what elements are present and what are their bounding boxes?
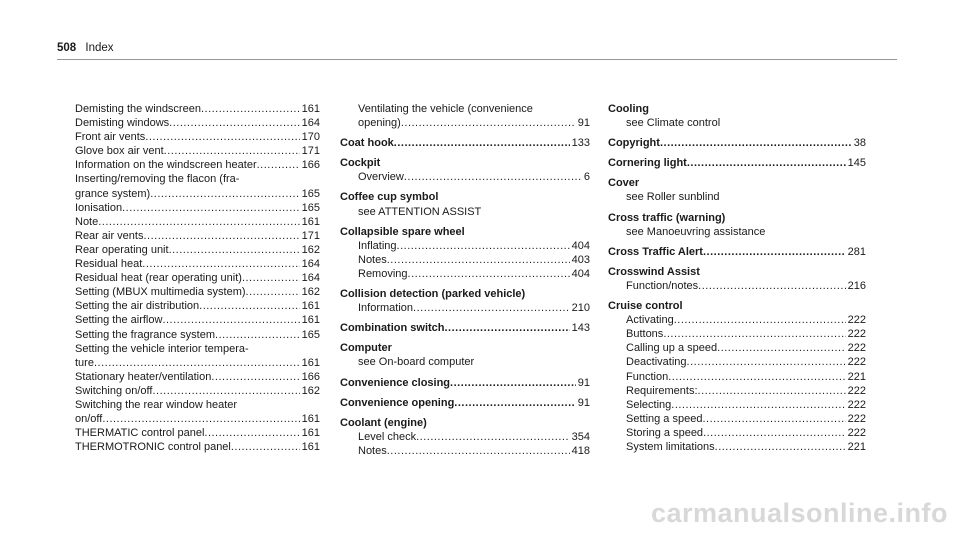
index-entry-text: Computer [340, 342, 392, 355]
dot-leader [715, 440, 846, 454]
index-entry-page[interactable]: 165 [301, 187, 320, 200]
index-entry-text: Selecting [626, 398, 672, 411]
index-entry [340, 301, 590, 315]
index-entry-page[interactable]: 221 [847, 440, 866, 453]
index-entry-text: Collision detection (parked vehicle) [340, 288, 526, 301]
section-title: Index [85, 42, 114, 54]
dot-leader [145, 130, 299, 144]
dot-leader [703, 426, 846, 440]
index-entry-text: Level check [358, 430, 417, 443]
index-entry-page[interactable]: 162 [301, 384, 320, 397]
index-entry-page[interactable]: 145 [847, 157, 866, 170]
index-entry-text: Cockpit [340, 157, 381, 170]
index-entry-text: Inserting/removing the flacon (fra- [75, 173, 240, 186]
index-entry-text: Copyright [608, 137, 660, 150]
dot-leader [401, 116, 576, 130]
index-entry-text: Crosswind Assist [608, 265, 700, 278]
watermark-logo: carmanualsonline.info [650, 498, 948, 528]
index-entry-text: Residual heat [75, 258, 143, 271]
index-entry-page[interactable]: 91 [577, 117, 590, 130]
index-entry [608, 116, 866, 130]
dot-leader [408, 267, 570, 281]
index-entry-page[interactable]: 418 [571, 444, 590, 457]
index-entry-text: Removing [358, 267, 408, 280]
index-entry-text: Demisting windows [75, 117, 170, 130]
index-entry-page[interactable]: 161 [301, 413, 320, 426]
index-entry-text: see ATTENTION ASSIST [358, 205, 482, 218]
index-entry [75, 201, 320, 215]
index-entry [75, 285, 320, 299]
page-header [57, 42, 114, 54]
index-entry-page[interactable]: 165 [301, 201, 320, 214]
index-entry-page[interactable]: 210 [571, 302, 590, 315]
dot-leader [397, 239, 570, 253]
index-entry-page[interactable]: 6 [583, 171, 590, 184]
index-entry-text: Ventilating the vehicle (convenience [358, 103, 533, 115]
dot-leader [387, 444, 570, 458]
index-entry [340, 136, 590, 150]
index-entry-text: THERMOTRONIC control panel [75, 441, 231, 454]
index-entry-text: see On-board computer [358, 356, 475, 369]
dot-leader [668, 370, 845, 384]
index-entry-text: Cornering light [608, 157, 687, 170]
index-column-3 [608, 102, 866, 454]
dot-leader [211, 370, 299, 384]
index-entry-page[interactable]: 166 [301, 159, 320, 172]
index-entry-page[interactable]: 171 [301, 229, 320, 242]
dot-leader [717, 341, 846, 355]
index-entry-page[interactable]: 161 [301, 314, 320, 327]
index-entry-page[interactable]: 161 [301, 215, 320, 228]
dot-leader [445, 321, 570, 335]
index-entry-page[interactable]: 354 [571, 430, 590, 443]
index-entry-text: Convenience closing [340, 376, 451, 389]
index-entry-text: see Climate control [626, 117, 721, 130]
index-entry [75, 313, 320, 327]
dot-leader [143, 229, 299, 243]
index-entry-text: Rear air vents [75, 229, 144, 242]
index-entry [340, 355, 590, 369]
index-entry-page[interactable]: 162 [301, 286, 320, 299]
index-entry-text: Setting the airflow [75, 314, 163, 327]
index-entry-text: Information [358, 302, 414, 315]
index-entry-page[interactable]: 164 [301, 117, 320, 130]
index-entry-page[interactable]: 91 [577, 376, 590, 389]
index-entry [608, 136, 866, 150]
dot-leader [674, 313, 846, 327]
index-entry [75, 398, 320, 412]
index-entry-page[interactable]: 222 [847, 314, 866, 327]
dot-leader [215, 328, 300, 342]
index-entry [608, 426, 866, 440]
index-entry-text: Overview [358, 171, 404, 184]
index-entry [75, 440, 320, 454]
index-entry [340, 444, 590, 458]
index-entry [340, 190, 590, 204]
index-entry-text: Coffee cup symbol [340, 191, 439, 204]
dot-leader [687, 156, 846, 170]
index-entry [340, 225, 590, 239]
index-entry-page[interactable]: 91 [577, 396, 590, 409]
index-entry-page[interactable]: 222 [847, 342, 866, 355]
index-entry-text: Setting the air distribution [75, 300, 200, 313]
index-entry [608, 299, 866, 313]
dot-leader [663, 327, 845, 341]
index-entry [608, 341, 866, 355]
index-entry-page[interactable]: 133 [571, 137, 590, 150]
index-entry-text: Note [75, 215, 99, 228]
index-entry [340, 287, 590, 301]
dot-leader [671, 398, 845, 412]
index-entry [608, 313, 866, 327]
index-entry-text: Information on the windscreen heater [75, 159, 257, 172]
index-entry-text: grance system) [75, 187, 151, 200]
index-entry-text: Combination switch [340, 322, 445, 335]
index-entry [340, 341, 590, 355]
index-entry-text: Requirements: [626, 384, 698, 397]
index-entry-text: Switching on/off [75, 384, 153, 397]
dot-leader [169, 116, 299, 130]
index-entry-text: Ionisation [75, 201, 123, 214]
index-entry [608, 279, 866, 293]
index-entry-text: THERMATIC control panel [75, 427, 205, 440]
index-entry [75, 271, 320, 285]
index-entry-text: Coolant (engine) [340, 416, 427, 429]
index-entry [608, 412, 866, 426]
index-entry [75, 384, 320, 398]
index-entry-text: see Roller sunblind [626, 191, 720, 204]
dot-leader [702, 412, 845, 426]
index-entry-page[interactable]: 161 [301, 441, 320, 454]
index-entry-page[interactable]: 161 [301, 103, 320, 115]
index-entry-text: Deactivating [626, 356, 687, 369]
index-entry-text: Calling up a speed [626, 342, 718, 355]
index-entry-page[interactable]: 404 [571, 267, 590, 280]
index-entry-page[interactable]: 161 [301, 300, 320, 313]
dot-leader [404, 170, 582, 184]
dot-leader [122, 201, 300, 215]
index-entry [608, 327, 866, 341]
index-entry-page[interactable]: 222 [847, 356, 866, 369]
dot-leader [257, 158, 300, 172]
index-entry [340, 205, 590, 219]
index-entry-text: Notes [358, 444, 387, 457]
index-entry [340, 321, 590, 335]
dot-leader [164, 144, 300, 158]
index-entry-page[interactable]: 161 [301, 427, 320, 440]
index-entry-text: Setting a speed [626, 412, 703, 425]
index-entry-text: Demisting the windscreen [75, 103, 201, 115]
index-entry [75, 229, 320, 243]
dot-leader [201, 102, 300, 116]
index-entry [340, 267, 590, 281]
index-entry [608, 355, 866, 369]
index-entry [75, 412, 320, 426]
index-entry-page[interactable]: 162 [301, 243, 320, 256]
index-entry-page[interactable]: 216 [847, 279, 866, 292]
index-entry-page[interactable]: 166 [301, 370, 320, 383]
index-entry-text: Cover [608, 177, 640, 190]
index-entry-text: Cross Traffic Alert [608, 245, 703, 258]
dot-leader [204, 426, 299, 440]
index-entry [340, 102, 590, 116]
index-entry [608, 265, 866, 279]
index-entry-page[interactable]: 222 [847, 328, 866, 341]
dot-leader [142, 257, 299, 271]
index-entry [340, 116, 590, 130]
dot-leader [94, 356, 300, 370]
index-entry [75, 299, 320, 313]
index-entry-text: Inflating [358, 239, 397, 252]
dot-leader [698, 279, 845, 293]
index-entry-page[interactable]: 164 [301, 272, 320, 285]
index-entry-text: see Manoeuvring assistance [626, 225, 766, 238]
index-entry [608, 225, 866, 239]
index-entry [75, 328, 320, 342]
index-entry-text: Notes [358, 253, 387, 266]
dot-leader [450, 376, 576, 390]
dot-leader [387, 253, 570, 267]
index-entry [75, 356, 320, 370]
index-entry-text: Setting (MBUX multimedia system) [75, 286, 246, 299]
index-entry [75, 172, 320, 186]
dot-leader [454, 396, 575, 410]
page-number: 508 [57, 42, 77, 54]
index-entry [608, 102, 866, 116]
dot-leader [152, 384, 299, 398]
index-entry-page[interactable]: 161 [301, 356, 320, 369]
index-entry [75, 426, 320, 440]
index-entry-text: Storing a speed [626, 426, 704, 439]
index-entry-page[interactable]: 38 [853, 137, 866, 150]
index-entry-text: opening) [358, 117, 401, 130]
index-entry [608, 384, 866, 398]
index-column-1 [75, 102, 320, 454]
dot-leader [687, 355, 846, 369]
index-entry [340, 239, 590, 253]
dot-leader [394, 136, 570, 150]
index-entry [75, 102, 320, 116]
index-entry-page[interactable]: 222 [847, 412, 866, 425]
dot-leader [231, 440, 300, 454]
index-entry [608, 190, 866, 204]
dot-leader [98, 215, 299, 229]
index-entry-text: on/off [75, 413, 103, 426]
index-entry-page[interactable]: 222 [847, 398, 866, 411]
index-entry-text: Activating [626, 314, 674, 327]
index-entry-text: Setting the fragrance system [75, 328, 216, 341]
index-entry-page[interactable]: 222 [847, 426, 866, 439]
index-entry-text: Front air vents [75, 131, 146, 144]
index-entry-text: Residual heat (rear operating unit) [75, 272, 242, 285]
index-entry-page[interactable]: 222 [847, 384, 866, 397]
index-entry [75, 215, 320, 229]
index-entry-page[interactable]: 221 [847, 370, 866, 383]
index-column-2 [340, 102, 590, 458]
index-entry-text: Cruise control [608, 300, 683, 313]
dot-leader [199, 299, 300, 313]
index-entry-page[interactable]: 403 [571, 253, 590, 266]
index-entry [75, 187, 320, 201]
dot-leader [169, 243, 300, 257]
index-entry-text: Cross traffic (warning) [608, 211, 726, 224]
dot-leader [242, 271, 300, 285]
index-entry [608, 245, 866, 259]
index-entry [340, 416, 590, 430]
index-entry-page[interactable]: 404 [571, 239, 590, 252]
index-entry [608, 440, 866, 454]
index-entry-text: Function/notes [626, 279, 699, 292]
index-entry-text: Setting the vehicle interior tempera- [75, 342, 249, 355]
index-entry-text: Switching the rear window heater [75, 398, 238, 411]
index-entry [340, 396, 590, 410]
index-entry [75, 342, 320, 356]
dot-leader [660, 136, 852, 150]
index-entry [75, 370, 320, 384]
index-entry [608, 176, 866, 190]
dot-leader [416, 430, 570, 444]
index-entry [75, 130, 320, 144]
index-entry [340, 156, 590, 170]
index-entry-page[interactable]: 171 [301, 145, 320, 158]
index-entry [75, 243, 320, 257]
index-entry [608, 370, 866, 384]
dot-leader [162, 313, 299, 327]
index-entry-text: Collapsible spare wheel [340, 225, 465, 238]
index-entry-page[interactable]: 170 [301, 131, 320, 144]
index-entry [608, 398, 866, 412]
index-entry-text: ture [75, 356, 94, 369]
index-entry-text: Coat hook [340, 137, 394, 150]
index-entry [75, 257, 320, 271]
index-entry [340, 376, 590, 390]
dot-leader [413, 301, 570, 315]
dot-leader [703, 245, 846, 259]
dot-leader [102, 412, 299, 426]
index-entry [75, 144, 320, 158]
header-divider [57, 59, 897, 60]
index-entry [608, 211, 866, 225]
index-entry-page[interactable]: 143 [571, 322, 590, 335]
index-entry-text: Convenience opening [340, 396, 455, 409]
dot-leader [150, 187, 299, 201]
index-entry [608, 156, 866, 170]
index-entry-text: Stationary heater/ventilation [75, 370, 212, 383]
index-entry-page[interactable]: 281 [847, 245, 866, 258]
index-entry-text: Function [626, 370, 669, 383]
index-entry-page[interactable]: 165 [301, 328, 320, 341]
index-entry [340, 430, 590, 444]
index-entry-text: Buttons [626, 328, 664, 341]
dot-leader [698, 384, 846, 398]
index-entry [75, 116, 320, 130]
index-entry [75, 158, 320, 172]
index-entry [340, 170, 590, 184]
index-entry-page[interactable]: 164 [301, 258, 320, 271]
index-entry-text: Glove box air vent [75, 145, 164, 158]
dot-leader [246, 285, 300, 299]
index-entry-text: Cooling [608, 103, 649, 115]
index-entry-text: Rear operating unit [75, 243, 169, 256]
index-entry [340, 253, 590, 267]
index-entry-text: System limitations [626, 440, 715, 453]
